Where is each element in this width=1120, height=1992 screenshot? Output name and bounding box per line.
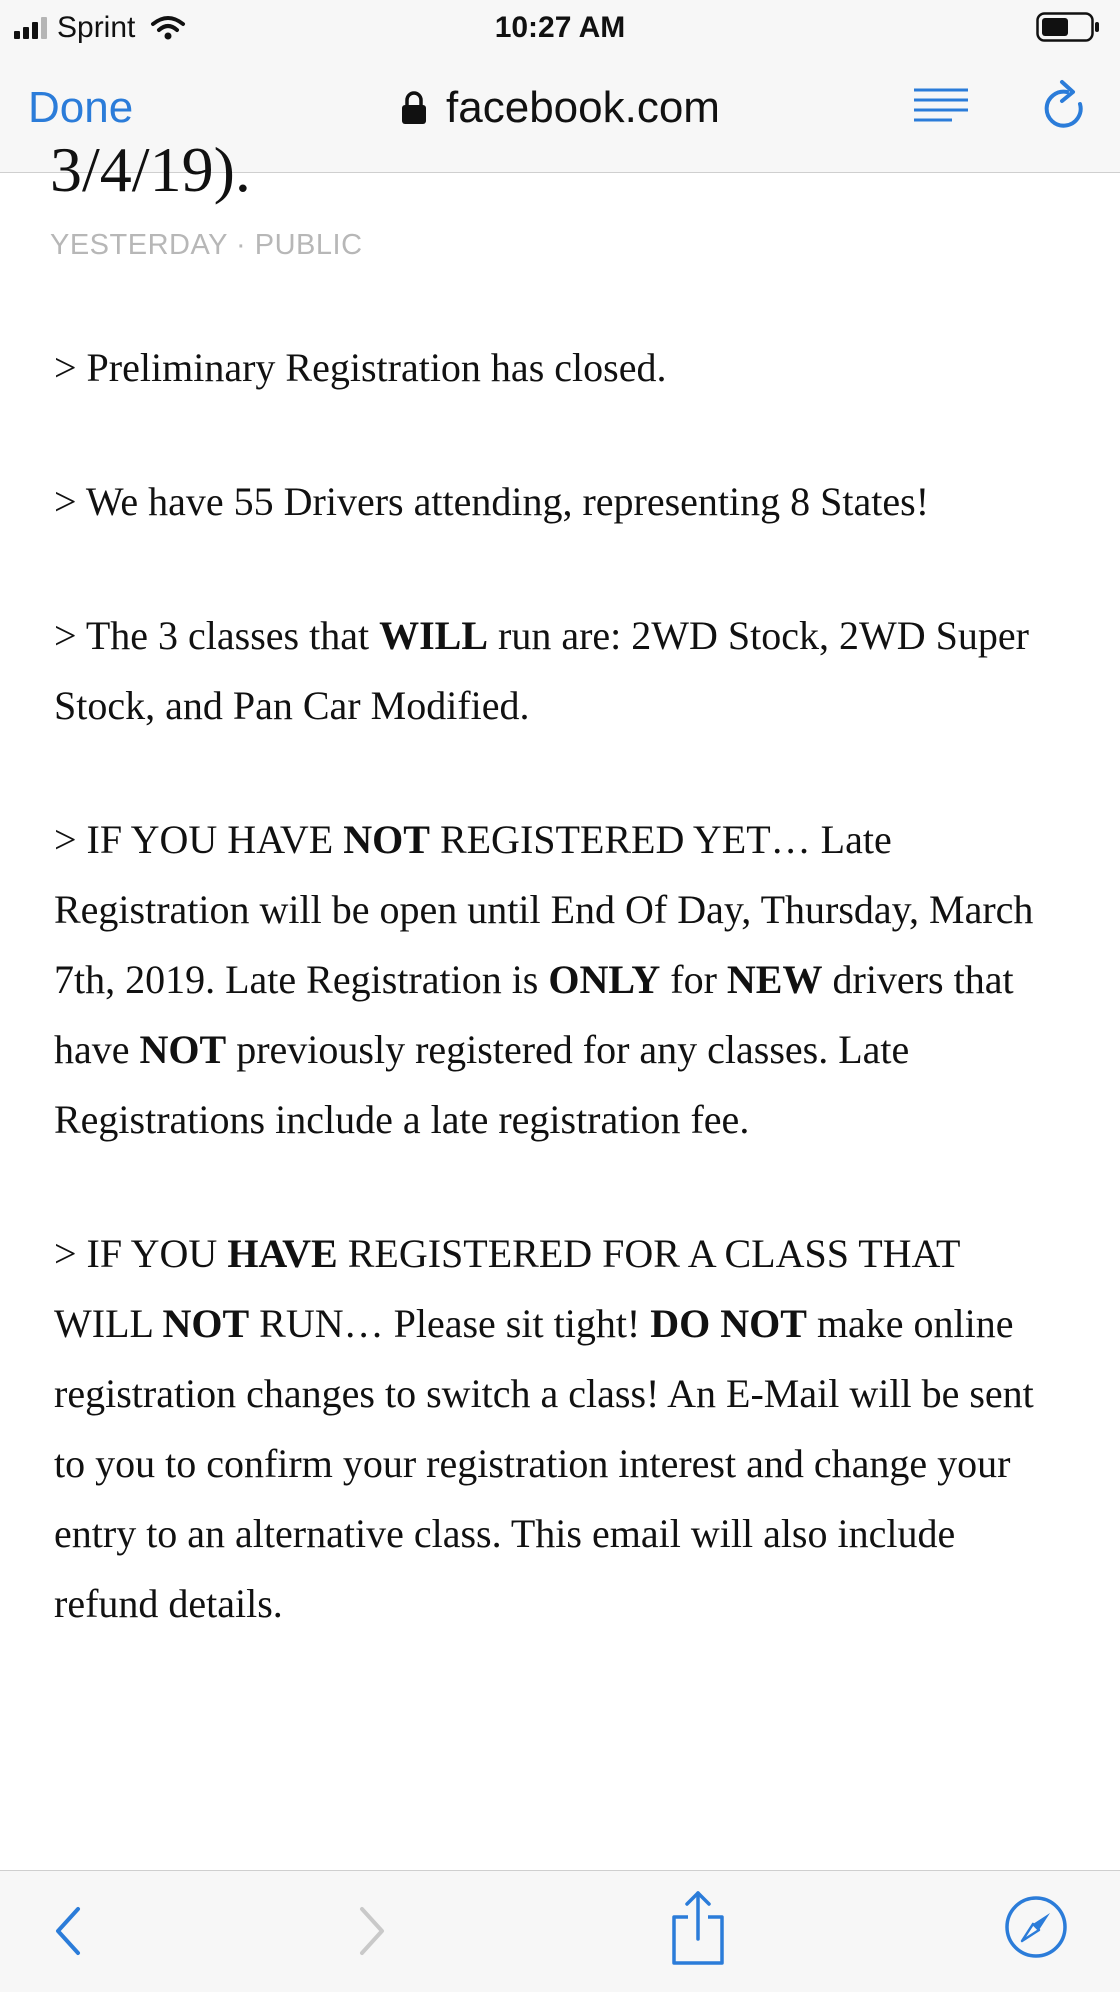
forward-icon[interactable]	[352, 1899, 392, 1963]
bold-text: NOT	[139, 1027, 227, 1072]
post-title-fragment: 3/4/19).	[50, 134, 251, 205]
text-run: > IF YOU HAVE	[54, 817, 344, 862]
url-text: facebook.com	[446, 83, 720, 132]
done-button[interactable]: Done	[28, 83, 134, 132]
post-body	[54, 333, 1064, 1703]
post-paragraph	[54, 805, 1064, 1155]
battery-icon	[1036, 12, 1100, 42]
post-paragraph	[54, 333, 1064, 403]
status-bar	[0, 0, 1120, 56]
text-run: > The 3 classes that	[54, 613, 380, 658]
text-run: drivers that have	[54, 957, 1014, 1072]
text-run: previously registered for any classes. Late Registrations include a late registration fee.	[54, 1027, 910, 1142]
text-run: REGISTERED FOR A CLASS THAT WILL	[54, 1231, 960, 1346]
reload-icon[interactable]	[1040, 80, 1090, 136]
text-run: REGISTERED YET… Late Registration will be open until End Of Day, Thursday, March 7th, 2019. Late Registration is	[54, 817, 1034, 1002]
reader-mode-icon[interactable]	[912, 86, 970, 130]
post-meta[interactable]: YESTERDAY · PUBLIC	[50, 229, 363, 261]
clock: 10:27 AM	[494, 11, 626, 44]
text-run: > We have 55 Drivers attending, representing 8 States!	[54, 479, 930, 524]
text-run: for	[660, 957, 727, 1002]
back-icon[interactable]	[48, 1899, 88, 1963]
text-run: run are: 2WD Stock, 2WD Super Stock, and Pan Car Modified.	[54, 613, 1029, 728]
text-run: make online registration changes to switch a class! An E-Mail will be sent to you to confirm your registration interest and change your entry to an alternative class. This email will also include refund details.	[54, 1301, 1034, 1626]
bold-text: ONLY	[548, 957, 661, 1002]
post-paragraph	[54, 1219, 1064, 1639]
share-icon[interactable]	[668, 1889, 728, 1969]
browser-toolbar	[0, 1870, 1120, 1992]
bold-text: HAVE	[227, 1231, 338, 1276]
post-content	[0, 134, 1120, 1870]
bold-text: NOT	[343, 817, 430, 862]
bold-text: WILL	[379, 613, 489, 658]
bold-text: NEW	[726, 957, 823, 1002]
text-run: > Preliminary Registration has closed.	[54, 345, 667, 390]
carrier-name: Sprint	[57, 11, 136, 44]
text-run: RUN… Please sit tight!	[249, 1301, 651, 1346]
post-paragraph	[54, 467, 1064, 537]
bold-text: DO NOT	[650, 1301, 807, 1346]
lock-icon	[400, 90, 428, 126]
bold-text: NOT	[162, 1301, 250, 1346]
text-run: > IF YOU	[54, 1231, 228, 1276]
post-paragraph	[54, 601, 1064, 741]
compass-icon[interactable]	[1004, 1895, 1068, 1959]
